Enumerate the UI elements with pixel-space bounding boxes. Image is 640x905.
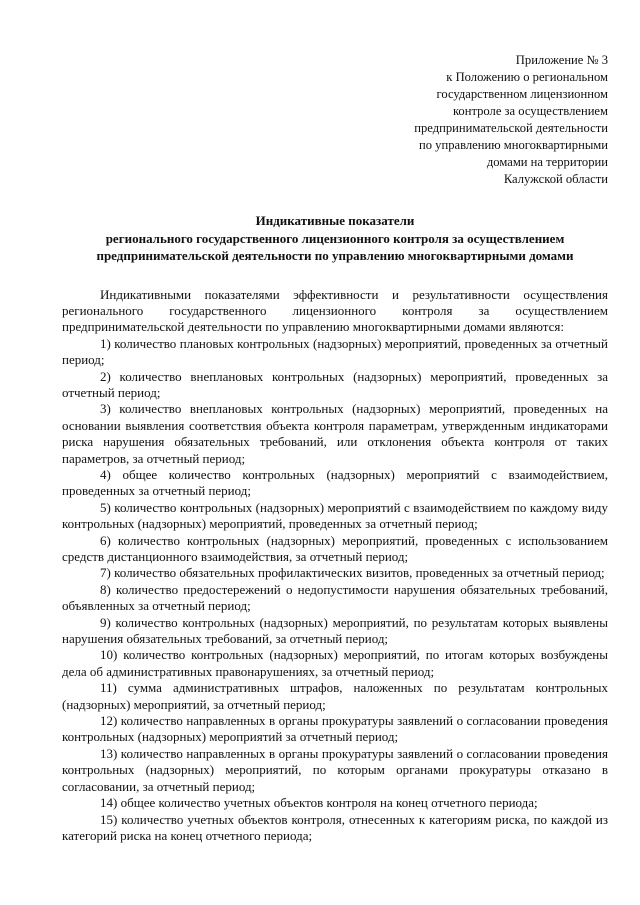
appendix-line: Калужской области [503,172,608,186]
list-item: 3) количество внеплановых контрольных (надзорных) мероприятий, проведенных на основании выявления соответствия объекта контроля параметрам, утвержденным индикаторами риска нарушения обязательных требований, или отклонения объекта контроля от таких параметров, за отчетный период; [62,401,608,466]
list-item: 11) сумма административных штрафов, наложенных по результатам контрольных (надзорных) мероприятий, за отчетный период; [62,680,608,712]
list-item: 8) количество предостережений о недопустимости нарушения обязательных требований, объявленных за отчетный период; [62,581,608,614]
document-body [62,287,608,845]
title-line: Индикативные показатели [255,213,415,228]
appendix-line: к Положению о региональном [446,70,608,84]
appendix-line: по управлению многоквартирными [418,138,608,152]
document-title [62,212,608,265]
list-item: 13) количество направленных в органы прокуратуры заявлений о согласовании проведения контрольных (надзорных) мероприятий, по которым органами прокуратуры отказано в согласовании, за отчетный период; [62,745,608,794]
list-item: 2) количество внеплановых контрольных (надзорных) мероприятий, проведенных за отчетный период; [62,368,608,400]
appendix-line: предпринимательской деятельности [414,121,608,135]
appendix-line: домами на территории [486,155,608,169]
appendix-line: контроле за осуществлением [452,104,608,118]
list-item: 9) количество контрольных (надзорных) мероприятий, по результатам которых выявлены нарушения обязательных требований, за отчетный период; [62,614,608,647]
title-line: предпринимательской деятельности по управлению многоквартирными домами [96,248,574,263]
list-item: 14) общее количество учетных объектов контроля на конец отчетного периода; [100,795,538,811]
list-item: 1) количество плановых контрольных (надзорных) мероприятий, проведенных за отчетный период; [62,335,608,368]
list-item: 10) количество контрольных (надзорных) мероприятий, по итогам которых возбуждены дела об административных правонарушениях, за отчетный период; [62,647,608,679]
list-item: 4) общее количество контрольных (надзорных) мероприятий с взаимодействием, проведенных за отчетный период; [62,466,608,499]
intro-paragraph: Индикативными показателями эффективности и результативности осуществления регионального государственного лицензионного контроля за осуществлением предпринимательской деятельности по управлению многоквартирными домами являются: [62,286,608,335]
list-item: 7) количество обязательных профилактических визитов, проведенных за отчетный период; [100,565,605,581]
list-item: 6) количество контрольных (надзорных) мероприятий, проведенных с использованием средств дистанционного взаимодействия, за отчетный период; [62,532,608,564]
appendix-line: Приложение № 3 [515,53,608,67]
title-line: регионального государственного лицензионного контроля за осуществлением [105,230,565,246]
list-item: 5) количество контрольных (надзорных) мероприятий с взаимодействием по каждому виду контрольных (надзорных) мероприятий, проведенных за отчетный период; [62,499,608,532]
appendix-header [62,52,608,188]
list-item: 12) количество направленных в органы прокуратуры заявлений о согласовании проведения контрольных (надзорных) мероприятий за отчетный период; [62,713,608,745]
appendix-line: государственном лицензионном [436,87,608,101]
list-item: 15) количество учетных объектов контроля, отнесенных к категориям риска, по каждой из категорий риска на конец отчетного периода; [62,811,608,843]
